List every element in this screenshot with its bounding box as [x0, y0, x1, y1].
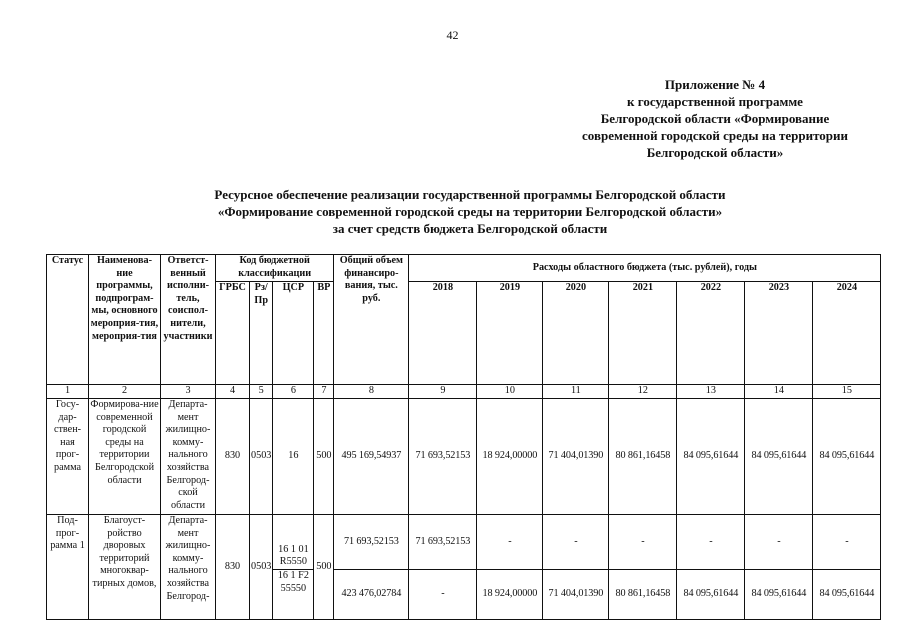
- column-number: 6: [273, 385, 314, 399]
- appendix-heading: [560, 76, 870, 161]
- row-value: 84 095,61644: [813, 570, 881, 620]
- row-value: 80 861,16458: [609, 570, 677, 620]
- column-number: 11: [543, 385, 609, 399]
- header-vr: ВР: [314, 282, 334, 385]
- title-line: «Формирование современной городской среды на территории Белгородской области»: [217, 204, 723, 219]
- title-line: за счет средств бюджета Белгородской области: [332, 221, 608, 236]
- row-responsible: Департа-мент жилищно-комму-нального хозяйства Белгород-ской области: [161, 399, 216, 515]
- row-value: 84 095,61644: [677, 399, 745, 515]
- header-expenses: Расходы областного бюджета (тыс. рублей), годы: [409, 255, 881, 282]
- row-total: 71 693,52153: [334, 515, 409, 570]
- row-vr: 500: [314, 515, 334, 620]
- row-vr: 500: [314, 399, 334, 515]
- row-value: 18 924,00000: [477, 570, 543, 620]
- row-value: -: [543, 515, 609, 570]
- header-year: 2023: [745, 282, 813, 385]
- column-number: 7: [314, 385, 334, 399]
- header-status: Статус: [47, 255, 89, 385]
- row-grbs: 830: [216, 399, 250, 515]
- header-year: 2020: [543, 282, 609, 385]
- column-number: 8: [334, 385, 409, 399]
- title-line: Ресурсное обеспечение реализации государственной программы Белгородской области: [214, 187, 726, 202]
- header-year: 2022: [677, 282, 745, 385]
- row-rzpr: 0503: [250, 399, 273, 515]
- row-name: Благоуст-ройство дворовых территорий многоквар-тирных домов,: [89, 515, 161, 620]
- row-name: Формирова-ние современной городской среды на территории Белгородской области: [89, 399, 161, 515]
- row-value: 71 693,52153: [409, 399, 477, 515]
- appendix-line: Белгородской области»: [646, 145, 784, 160]
- column-number: 12: [609, 385, 677, 399]
- table-row-subprogram-a: [47, 515, 881, 570]
- header-budget-code: Код бюджетной классификации: [216, 255, 334, 282]
- header-grbs: ГРБС: [216, 282, 250, 385]
- row-csr: 16 1 F2 55550: [273, 570, 314, 620]
- row-value: 71 404,01390: [543, 399, 609, 515]
- row-status: Под-прог-рамма 1: [47, 515, 89, 620]
- column-number: 5: [250, 385, 273, 399]
- row-value: 80 861,16458: [609, 399, 677, 515]
- column-number: 15: [813, 385, 881, 399]
- row-total: 495 169,54937: [334, 399, 409, 515]
- appendix-line: Белгородской области «Формирование: [600, 111, 830, 126]
- row-rzpr: 0503: [250, 515, 273, 620]
- header-year: 2024: [813, 282, 881, 385]
- row-value: 84 095,61644: [813, 399, 881, 515]
- row-value: 84 095,61644: [745, 399, 813, 515]
- row-value: -: [745, 515, 813, 570]
- header-year: 2019: [477, 282, 543, 385]
- column-number: 13: [677, 385, 745, 399]
- header-responsible: Ответст-венный исполни-тель, соиспол-нители, участники: [161, 255, 216, 385]
- header-total: Общий объем финансиро-вания, тыс. руб.: [334, 255, 409, 385]
- row-value: 84 095,61644: [745, 570, 813, 620]
- row-value: 71 404,01390: [543, 570, 609, 620]
- row-value: -: [609, 515, 677, 570]
- column-number: 14: [745, 385, 813, 399]
- column-number: 3: [161, 385, 216, 399]
- document-title: [150, 186, 790, 237]
- column-number: 4: [216, 385, 250, 399]
- column-number-row: [47, 385, 881, 399]
- row-total: 423 476,02784: [334, 570, 409, 620]
- row-value: -: [477, 515, 543, 570]
- header-csr: ЦСР: [273, 282, 314, 385]
- appendix-line: современной городской среды на территории: [582, 128, 848, 143]
- column-number: 9: [409, 385, 477, 399]
- table-row-program: [47, 399, 881, 515]
- row-csr: 16 1 01 R5550: [273, 515, 314, 570]
- page-number: 42: [446, 28, 459, 42]
- row-csr: 16: [273, 399, 314, 515]
- row-value: -: [409, 570, 477, 620]
- row-value: 18 924,00000: [477, 399, 543, 515]
- row-grbs: 830: [216, 515, 250, 620]
- row-value: -: [677, 515, 745, 570]
- header-row-1: [47, 255, 881, 282]
- appendix-line: к государственной программе: [627, 94, 803, 109]
- appendix-line: Приложение № 4: [664, 77, 766, 92]
- row-status: Госу-дар-ствен-ная прог-рамма: [47, 399, 89, 515]
- row-value: -: [813, 515, 881, 570]
- header-year: 2018: [409, 282, 477, 385]
- row-responsible: Департа-мент жилищно-комму-нального хозяйства Белгород-: [161, 515, 216, 620]
- header-rzpr: Рз/ Пр: [250, 282, 273, 385]
- column-number: 2: [89, 385, 161, 399]
- header-year: 2021: [609, 282, 677, 385]
- row-value: 71 693,52153: [409, 515, 477, 570]
- header-name: Наименова-ние программы, подпрограм-мы, основного мероприя-тия, мероприя-тия: [89, 255, 161, 385]
- row-value: 84 095,61644: [677, 570, 745, 620]
- resource-table: [46, 254, 881, 620]
- column-number: 10: [477, 385, 543, 399]
- column-number: 1: [47, 385, 89, 399]
